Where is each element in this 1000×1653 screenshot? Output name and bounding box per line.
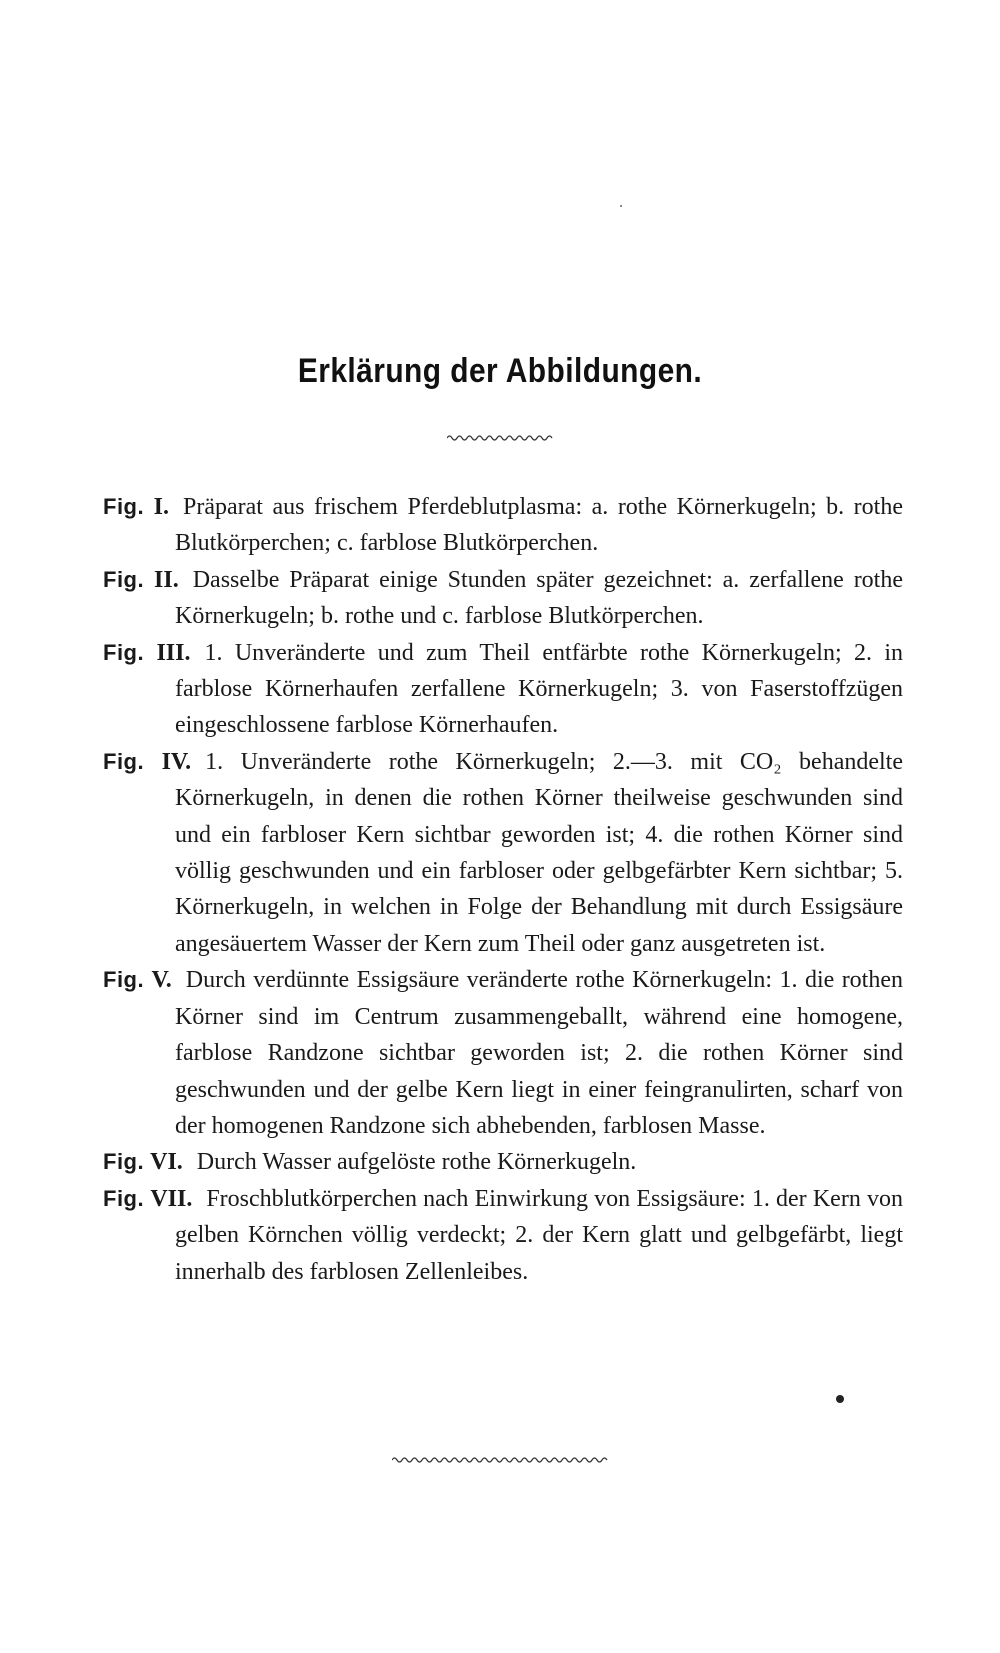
figure-numeral: VII.: [150, 1185, 193, 1212]
ink-dot: [836, 1395, 844, 1403]
figure-label: Fig.: [103, 494, 145, 519]
wavy-divider-top: [0, 430, 1000, 448]
figure-numeral: V.: [151, 967, 172, 994]
figure-label: Fig.: [103, 1149, 145, 1175]
figure-entry-6: [103, 1144, 903, 1180]
figure-entry-2: [103, 562, 903, 635]
figure-caption: Froschblutkörperchen nach Einwirkung von Essigsäure: 1. der Kern von gelben Körnchen völlig verdeckt; 2. der Kern glatt und gelbgefärbt, liegt innerhalb des farblosen Zellenleibes.: [175, 1185, 904, 1285]
figure-entry-4: [103, 744, 903, 962]
wavy-rule-icon: [392, 1455, 608, 1465]
figure-numeral: IV.: [161, 748, 192, 775]
figure-entry-3: [103, 635, 903, 744]
figure-label: Fig.: [103, 639, 145, 665]
figure-entry-7: [103, 1181, 903, 1290]
print-speck: [620, 205, 622, 207]
figure-entry-5: [103, 962, 903, 1144]
wavy-divider-bottom: [0, 1452, 1000, 1470]
page-title: Erklärung der Abbildungen.: [297, 352, 703, 390]
figure-caption: Präparat aus frischem Pferdeblutplasma: a. rothe Körnerkugeln; b. rothe Blutkörperchen; c. farblose Blutkörperchen.: [175, 494, 903, 557]
figure-label: Fig.: [103, 967, 145, 993]
figure-caption: Durch Wasser aufgelöste rothe Körnerkugeln.: [196, 1149, 637, 1176]
figure-label: Fig.: [103, 748, 145, 774]
figure-caption: Durch verdünnte Essigsäure veränderte rothe Körnerkugeln: 1. die rothen Körner sind im Centrum zusammengeballt, während eine homogene, farblose Randzone sichtbar geworden ist; 2. die rothen Körner sind geschwunden und der gelbe Kern liegt in einer feingranulirten, scharf von der homogenen Randzone sich abhebenden, farblosen Masse.: [175, 967, 904, 1139]
figure-caption: 1. Unveränderte und zum Theil entfärbte rothe Körnerkugeln; 2. in farblose Körnerhaufen zerfallene Körnerkugeln; 3. von Faserstoffzügen eingeschlossene farblose Körnerhaufen.: [175, 639, 904, 739]
wavy-rule-icon: [447, 433, 553, 443]
figure-numeral: I.: [153, 494, 169, 520]
figure-numeral: III.: [156, 639, 191, 666]
figure-numeral: VI.: [150, 1149, 183, 1176]
figure-caption: Dasselbe Präparat einige Stunden später gezeichnet: a. zerfallene rothe Körnerkugeln; b. rothe und c. farblose Blutkörperchen.: [175, 566, 904, 630]
figure-numeral: II.: [154, 566, 179, 593]
figure-caption: 1. Unveränderte rothe Körnerkugeln; 2.—3. mit CO₂ behandelte Körnerkugeln, in denen die rothen Körner theilweise geschwunden sind und ein farbloser Kern sichtbar geworden ist; 4. die rothen Körner sind völlig geschwunden und ein farbloser oder gelbgefärbter Kern sichtbar; 5. Körnerkugeln, in welchen in Folge der Behandlung mit durch Essigsäure angesäuertem Wasser der Kern zum Theil oder ganz ausgetreten ist.: [175, 748, 903, 957]
figure-entry-1: [103, 489, 903, 562]
figure-list: [103, 489, 903, 1290]
figure-label: Fig.: [103, 1185, 145, 1211]
figure-label: Fig.: [103, 566, 145, 592]
